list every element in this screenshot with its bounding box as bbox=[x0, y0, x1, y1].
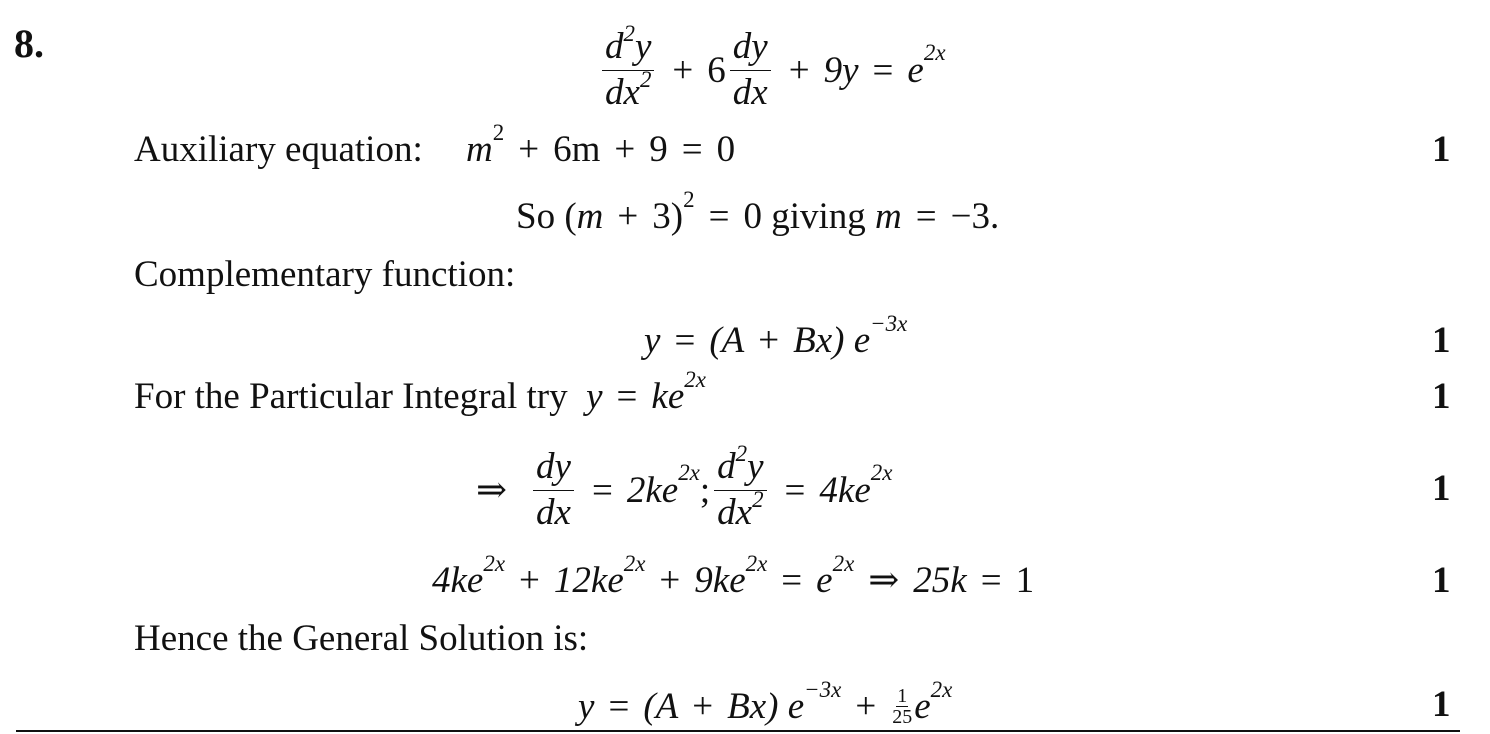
complementary-label: Complementary function: bbox=[134, 254, 516, 295]
mark-complementary: 1 bbox=[1432, 320, 1451, 361]
particular-integral-label: For the Particular Integral try y = ke $^{2x}$ bbox=[134, 366, 706, 417]
auxiliary-equation: m $^2$ + 6m + 9 = 0 bbox=[466, 119, 736, 170]
complementary-function: y = (A + Bx) e $^{-3x}$ bbox=[644, 310, 908, 361]
general-solution: y = (A + Bx) e $^{-3x}$ + $\frac{1}{25}$ e $^{2x}$ bbox=[578, 676, 953, 728]
mark-derivatives: 1 bbox=[1432, 468, 1451, 509]
substitution: 4ke $^{2x}$ + 12ke $^{2x}$ + 9ke $^{2x}$ = e $^{2x}$ ⇒ 25k = 1 bbox=[432, 550, 1035, 601]
derivatives: ⇒ $\frac{dy}{dx}$ = 2ke $^{2x}$ ; $\frac{d^2y}{dx^2}$ = 4ke $^{2x}$ bbox=[476, 441, 893, 533]
one-over-25-fraction: $\frac{1}{25}$ bbox=[892, 685, 913, 728]
second-derivative-fraction: $\frac{d^2y}{dx^2}$ bbox=[602, 28, 654, 113]
mark-substitution: 1 bbox=[1432, 560, 1451, 601]
general-solution-label: Hence the General Solution is: bbox=[134, 618, 589, 659]
mark-auxiliary: 1 bbox=[1432, 129, 1451, 170]
auxiliary-label: Auxiliary equation: bbox=[134, 129, 423, 170]
mark-general-solution: 1 bbox=[1432, 684, 1451, 725]
question-number: 8. bbox=[14, 21, 44, 66]
mark-particular: 1 bbox=[1432, 376, 1451, 417]
bottom-rule bbox=[16, 730, 1460, 732]
first-derivative-fraction: $\frac{dy}{dx}$ bbox=[730, 28, 771, 113]
